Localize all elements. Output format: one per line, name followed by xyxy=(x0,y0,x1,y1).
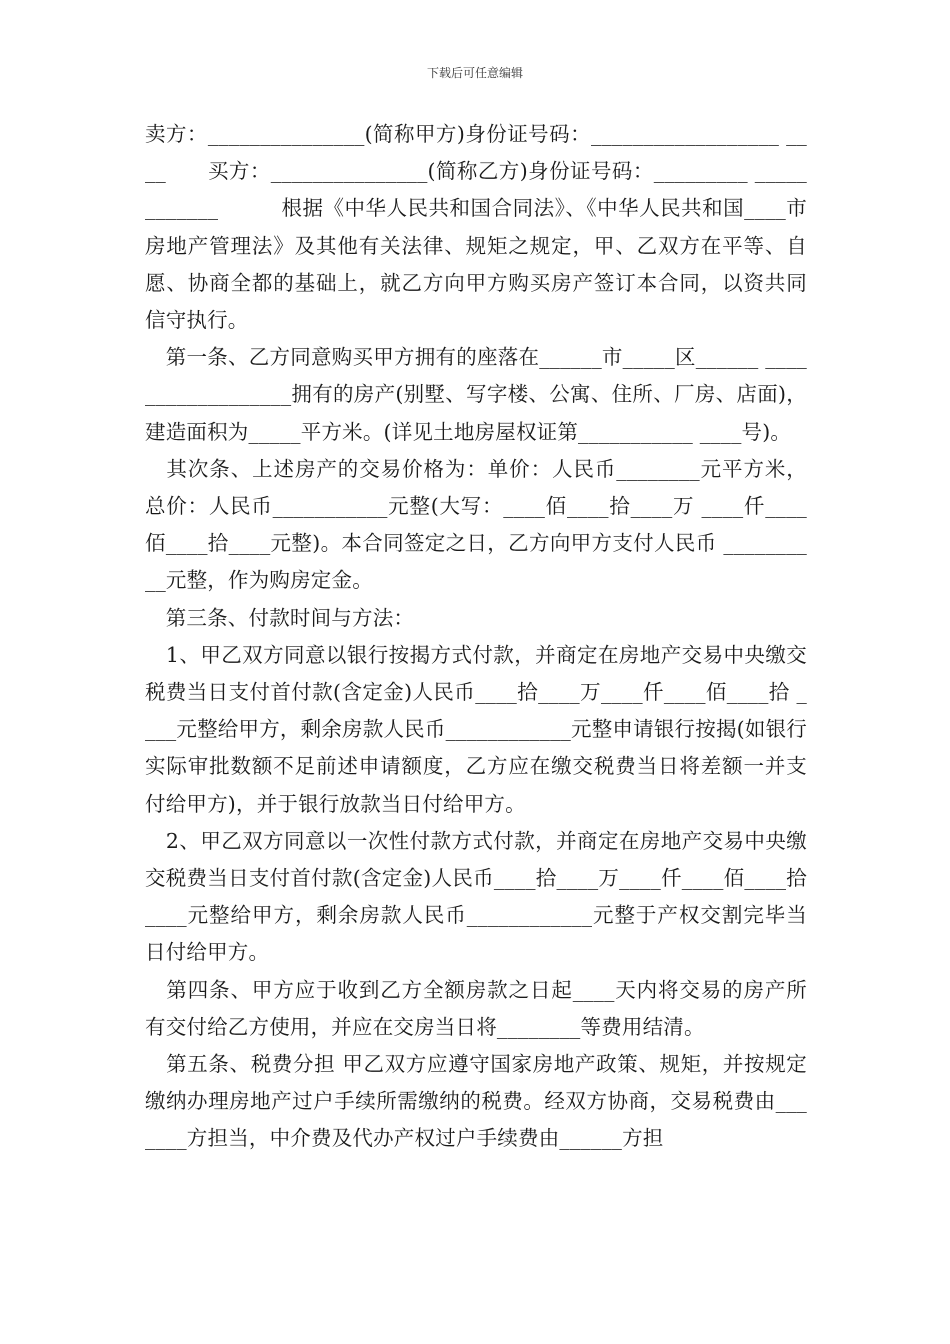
paragraph-parties: 卖方：_______________(简称甲方)身份证号码：__________________ ____ 买方：_______________(简称乙方)身份证号码：_________ ____________ 根据《中华人民共和国合同法》、《中华人民共和国____市房地产管理法》及其他有关法律、规矩之规定，甲、乙双方在平等、自愿、协商全都的基础上，就乙方向甲方购买房产签订本合同，以资共同信守执行。 xyxy=(145,122,807,333)
paragraph-article-5: 第五条、税费分担 甲乙双方应遵守国家房地产政策、规矩，并按规定缴纳办理房地产过户手续所需缴纳的税费。经双方协商，交易税费由_______方担当，中介费及代办产权过户手续费由______方担 xyxy=(145,1052,807,1151)
page-header-note: 下载后可任意编辑 xyxy=(426,66,523,80)
paragraph-article-3-item-2: 2、甲乙双方同意以一次性付款方式付款，并商定在房地产交易中央缴交税费当日支付首付款(含定金)人民币____拾____万____仟____佰____拾____元整给甲方，剩余房款人民币____________元整于产权交割完毕当日付给甲方。 xyxy=(145,828,807,965)
paragraph-article-4: 第四条、甲方应于收到乙方全额房款之日起____天内将交易的房产所有交付给乙方使用，并应在交房当日将________等费用结清。 xyxy=(145,977,807,1039)
paragraph-article-3-item-1: 1、甲乙双方同意以银行按揭方式付款，并商定在房地产交易中央缴交税费当日支付首付款(含定金)人民币____拾____万____仟____佰____拾 ____元整给甲方，剩余房款人民币____________元整申请银行按揭(如银行实际审批数额不足前述申请额度，乙方应在缴交税费当日将差额一并支付给甲方)，并于银行放款当日付给甲方。 xyxy=(145,642,807,816)
contract-body xyxy=(145,116,807,1158)
paragraph-article-3-title: 第三条、付款时间与方法： xyxy=(145,605,415,630)
paragraph-article-1: 第一条、乙方同意购买甲方拥有的座落在______市_____区______ __________________拥有的房产(别墅、写字楼、公寓、住所、厂房、店面)，建造面积为_____平方米。(详见土地房屋权证第___________ ____号)。 xyxy=(145,345,807,444)
paragraph-article-2: 其次条、上述房产的交易价格为：单价：人民币________元平方米，总价：人民币___________元整(大写：____佰____拾____万 ____仟____佰____拾____元整)。本合同签定之日，乙方向甲方支付人民币 __________元整，作为购房定金。 xyxy=(145,456,807,593)
